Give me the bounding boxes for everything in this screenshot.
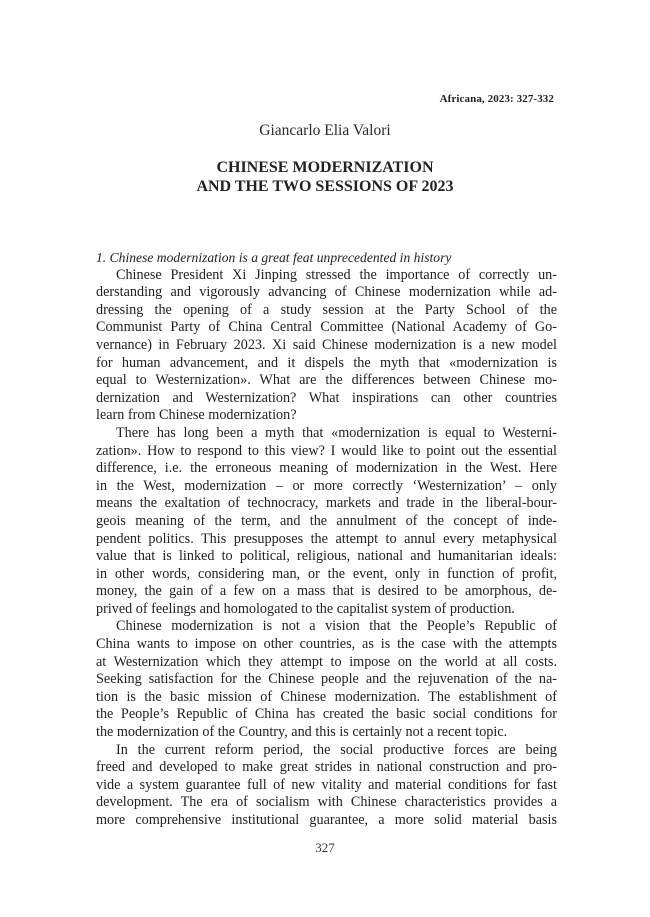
paragraph: [96, 742, 557, 830]
paragraph-line: at Westernization which they attempt to impose on the world at all costs.: [96, 653, 557, 670]
article-body: [96, 249, 557, 830]
author-name: Giancarlo Elia Valori: [259, 122, 391, 139]
paragraph: [96, 267, 557, 425]
section-heading: 1. Chinese modernization is a great feat unprecedented in history: [96, 250, 452, 265]
paragraph-line: learn from Chinese modernization?: [96, 407, 297, 424]
paragraph-line: in the West, modernization – or more correctly ‘Westernization’ – only: [96, 477, 557, 494]
paragraph-line: pendent politics. This presupposes the attempt to annul every metaphysical: [96, 530, 557, 547]
paragraph-line: geois meaning of the term, and the annulment of the concept of inde-: [96, 512, 557, 529]
paragraph-line: value that is linked to political, religious, national and humanitarian ideals:: [96, 548, 557, 565]
paragraph-line: the modernization of the Country, and this is certainly not a recent topic.: [96, 724, 508, 741]
paragraph-line: tion is the basic mission of Chinese modernization. The establishment of: [96, 688, 557, 705]
paragraph-line: more comprehensive institutional guarantee, a more solid material basis: [96, 812, 557, 828]
paragraph-line: vernance) in February 2023. Xi said Chinese modernization is a new model: [96, 336, 557, 353]
paragraph-line: means the exaltation of technocracy, markets and trade in the liberal-bour-: [96, 495, 557, 512]
paragraph-line: for human advancement, and it dispels the myth that «modernization is: [96, 354, 557, 371]
paragraph-line: China wants to impose on other countries, as is the case with the attempts: [96, 636, 557, 653]
paragraph-line: dernization and Westernization? What inspirations can other countries: [96, 389, 557, 406]
paragraph-line: equal to Westernization». What are the differences between Chinese mo-: [96, 372, 557, 389]
paragraph-line: In the current reform period, the social productive forces are being: [116, 741, 557, 758]
paragraphs: [96, 267, 557, 830]
title-line-2: AND THE TWO SESSIONS OF 2023: [196, 178, 454, 195]
title-line-1: CHINESE MODERNIZATION: [216, 159, 434, 176]
paragraph: [96, 618, 557, 741]
paragraph-line: Chinese President Xi Jinping stressed the importance of correctly un-: [116, 266, 557, 283]
paragraph-line: There has long been a myth that «modernization is equal to Westerni-: [116, 424, 557, 441]
paragraph-line: Seeking satisfaction for the Chinese people and the rejuvenation of the na-: [96, 671, 557, 688]
paragraph-line: difference, i.e. the erroneous meaning of modernization in the West. Here: [96, 460, 557, 477]
paragraph-line: freed and developed to make great strides in national construction and pro-: [96, 759, 557, 776]
paragraph-line: the People’s Republic of China has created the basic social conditions for: [96, 706, 557, 723]
paragraph-line: dressing the opening of a study session at the Party School of the: [96, 301, 557, 318]
article-title: [0, 158, 650, 196]
paragraph: [96, 425, 557, 619]
paragraph-line: vide a system guarantee full of new vitality and material conditions for fast: [96, 776, 557, 793]
paragraph-line: Chinese modernization is not a vision that the People’s Republic of: [116, 618, 557, 635]
paragraph-line: Communist Party of China Central Committee (National Academy of Go-: [96, 319, 557, 336]
paragraph-line: derstanding and vigorously advancing of Chinese modernization while ad-: [96, 284, 557, 301]
paragraph-line: money, the gain of a few on a mass that is desired to be amorphous, de-: [96, 583, 557, 600]
running-head: Africana, 2023: 327-332: [439, 93, 554, 105]
paragraph-line: zation». How to respond to this view? I would like to point out the essential: [96, 442, 557, 459]
paragraph-line: in other words, considering man, or the event, only in function of profit,: [96, 565, 557, 582]
paragraph-line: prived of feelings and homologated to the capitalist system of production.: [96, 600, 515, 617]
page-number: 327: [315, 840, 335, 855]
paragraph-line: development. The era of socialism with Chinese characteristics provides a: [96, 794, 557, 811]
